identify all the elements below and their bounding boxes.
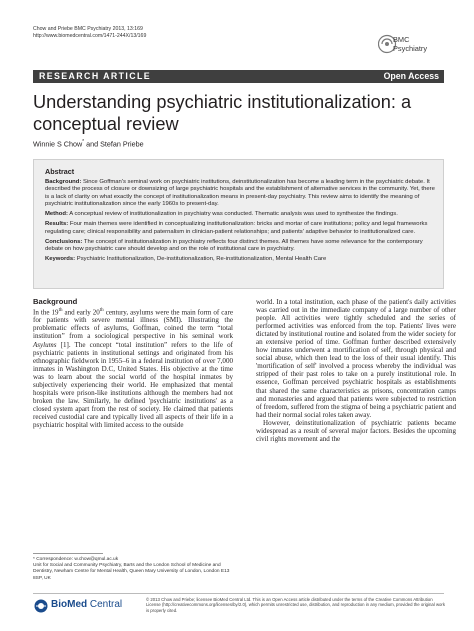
abstract-keywords: Keywords: Psychiatric Institutionalization, De-institutionalization, Re-institutionalization, Mental Health Care (45, 256, 327, 263)
author-name: and Stefan Priebe (84, 139, 144, 149)
open-access-label: Open Access (383, 71, 439, 81)
abstract-results: Results: Four main themes were identified in conceptualizing institutionalization: bricks and mortar of care institutions; policy and legal frameworks regulating care; clinical responsibility and paternalism in clinician-patient relationships; and patients' adaptive behavior to institutionalized care. (45, 221, 428, 235)
correspondence-email[interactable]: * Correspondence: w.chow@qmul.ac.uk (33, 557, 119, 562)
article-title: Understanding psychiatric institutionalization: a conceptual review (33, 92, 412, 134)
body-paragraph: However, deinstitutionalization of psychiatric patients became widespread as a result of several major factors. Besides the upcoming civil rights movement and the (256, 418, 456, 443)
citation-header (33, 26, 146, 40)
abstract-box (33, 159, 444, 289)
footnote-divider (33, 553, 103, 554)
affiliation: Unit for Social and Community Psychiatry, Barts and the London School of Medicine and Dentistry, Newham Centre for Mental Health, Queen Mary University of London, London E13 8SP, UK (33, 563, 230, 581)
article-url[interactable]: http://www.biomedcentral.com/1471-244X/13/169 (33, 33, 147, 39)
body-paragraph: world. In a total institution, each phase of the patient's daily activities was carried out in the immediate company of a large number of other people. All activities were tightly scheduled and the series of performed activities was enforced from the top. Patients' lives were dictated by institutional routine and isolated from the wider society for an extensive period of time. Goffman further described extensively how inmates underwent a mortification of self, through physical and social abuse, which then lead to the loss of their usual identify. This 'mortification of self' involved a process whereby the individual was stripped of their past roles to take on a purely institutional role. In essence, Goffman perceived psychiatric hospitals as establishments that shared the same characteristics as prisons, concentration camps and monasteries and argued that patients were subjected to restriction of freedom, suffered from the stigma of being a psychiatric patient and had their normal social roles taken away. (256, 298, 456, 419)
body-column-right (256, 298, 456, 443)
journal-logo-line1: BMC (393, 35, 410, 44)
article-type-label: RESEARCH ARTICLE (39, 71, 152, 81)
biomed-central-brand: BioMed Central (51, 599, 123, 610)
article-type-band (33, 70, 444, 83)
citation-line: Chow and Priebe BMC Psychiatry 2013, 13:169 (33, 26, 143, 32)
abstract-heading: Abstract (45, 167, 75, 176)
correspondence-mark: * (82, 139, 85, 145)
body-paragraph: In the 19th and early 20th century, asylums were the main form of care for patients with severe mental illness (SMI). Illustrating the problematic effects of asylums, Goffman, coined the term “total institution” from a sociological perspective in his seminal work Asylums [1]. The concept “total institution” refers to the life of psychiatric patients in institutional settings and originated from his ethnographic fieldwork in 1955–6 in a federal institution of over 7,000 inmates in Washington D.C, United States. His objective at the time was to learn about the social world of the hospital inmates by subjectively experiencing their world. He emphasized that mental hospitals were prison-like institutions although the members had not broken the law. Similarly, he defined 'psychiatric institutions' as a closed system apart from the rest of society. He claimed that patients received custodial care and typically lived all aspects of their life in a psychiatric hospital with limited access to the outside (33, 308, 233, 429)
author-name[interactable]: Winnie S Chow (33, 139, 83, 149)
abstract-conclusions: Conclusions: The concept of institutionalization in psychiatry reflects four distinct themes. All themes have some relevance for the contemporary debate on how psychiatric care should develop and on the role of institutional care in psychiatry. (45, 238, 423, 253)
journal-logo-text (393, 35, 427, 53)
footnote (33, 557, 233, 582)
section-heading: Background (33, 297, 78, 306)
abstract-background: Background: Since Goffman's seminal work on psychiatric institutions, deinstitutionalization has become a leading term in the psychiatric debate. It described the process of closure or downsizing of large psychiatric hospitals and the establishment of alternative services in the community. Yet, there is a lack of clarity on what exactly the concept of institutionalization means in present-day psychiatry. This review aims to identify the meaning of psychiatric institutionalization since the early 1960s to present-day. (45, 179, 435, 207)
license-text: © 2013 Chow and Priebe; licensee BioMed Central Ltd. This is an Open Access article distributed under the terms of the Creative Commons Attribution License (http://creativecommons.org/licenses/by/2.0), which permits unrestricted use, distribution, and reproduction in any medium, provided the original work is properly cited. (146, 597, 446, 613)
author-list (33, 139, 144, 148)
footer-divider (33, 593, 444, 594)
journal-logo-line2: Psychiatry (393, 44, 428, 53)
abstract-method: Method: A conceptual review of institutionalization in psychiatry was conducted. Thematic analysis was used to synthesize the findings. (45, 211, 398, 218)
body-column-left (33, 298, 233, 429)
